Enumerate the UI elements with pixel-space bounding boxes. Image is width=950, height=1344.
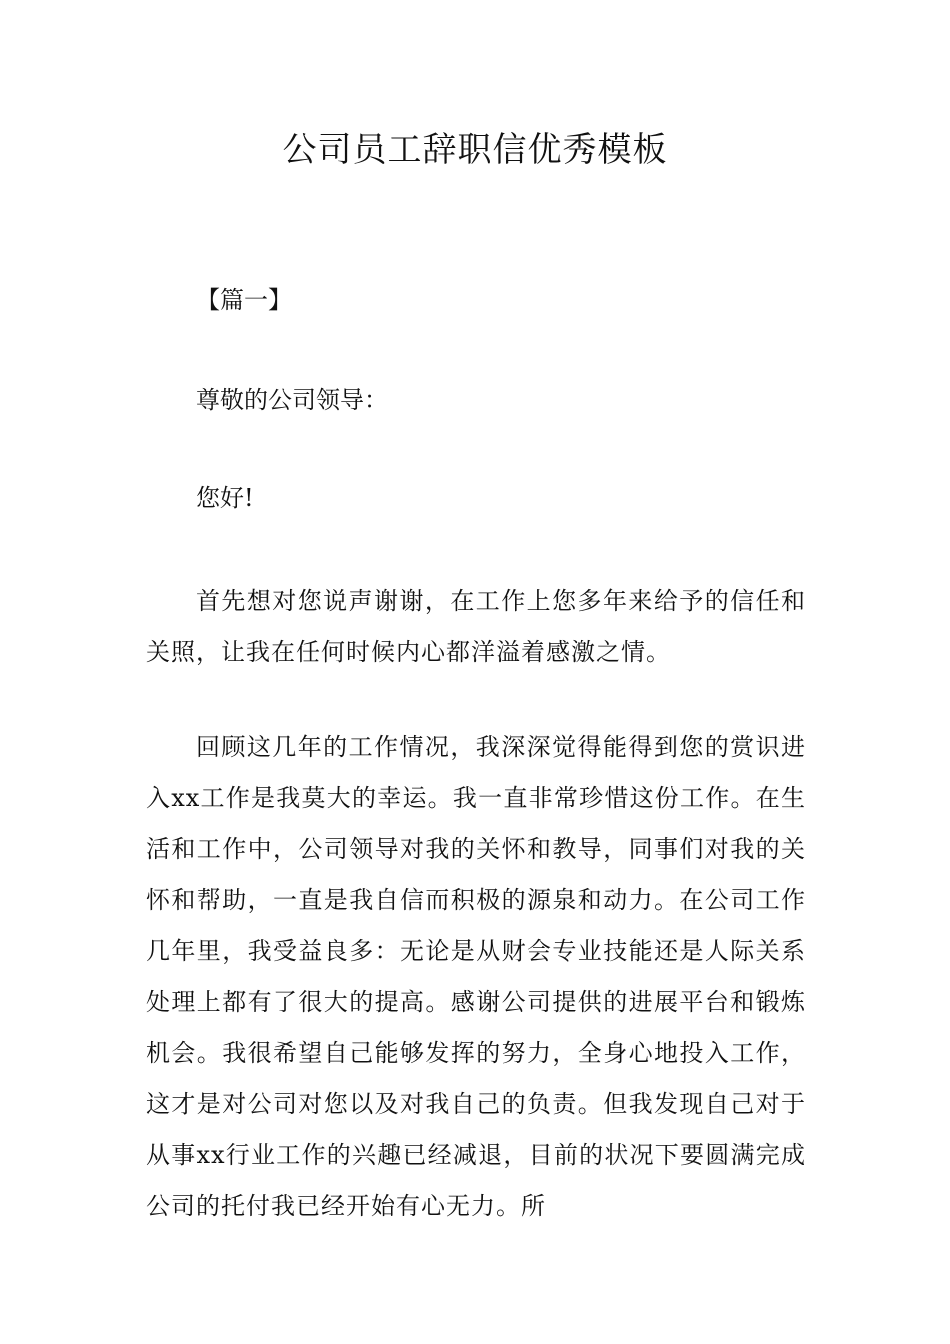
salutation: 尊敬的公司领导： bbox=[196, 386, 388, 414]
greeting: 您好! bbox=[196, 484, 254, 512]
paragraph-1: 首先想对您说声谢谢，在工作上您多年来给予的信任和关照，让我在任何时候内心都洋溢着感激之情。 bbox=[146, 587, 806, 666]
section-label: 【篇一】 bbox=[196, 286, 292, 314]
paragraph-2: 回顾这几年的工作情况，我深深觉得能得到您的赏识进入xx工作是我莫大的幸运。我一直非常珍惜这份工作。在生活和工作中，公司领导对我的关怀和教导，同事们对我的关怀和帮助，一直是我自信而积极的源泉和动力。在公司工作几年里，我受益良多：无论是从财会专业技能还是人际关系处理上都有了很大的提高。感谢公司提供的进展平台和锻炼机会。我很希望自己能够发挥的努力，全身心地投入工作，这才是对公司对您以及对我自己的负责。但我发现自己对于从事xx行业工作的兴趣已经减退，目前的状况下要圆满完成公司的托付我已经开始有心无力。所 bbox=[146, 733, 806, 1220]
document-title: 公司员工辞职信优秀模板 bbox=[282, 130, 668, 170]
